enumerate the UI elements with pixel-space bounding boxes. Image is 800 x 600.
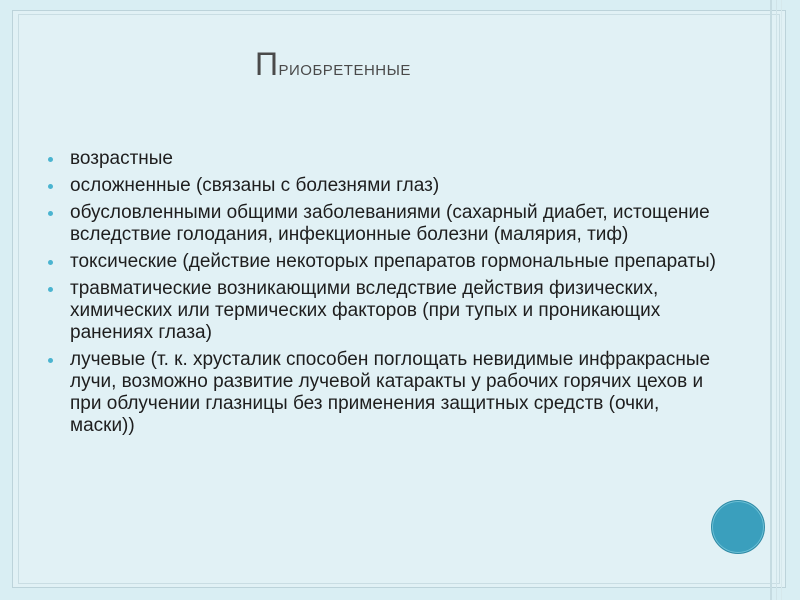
list-item xyxy=(48,251,718,273)
bullet-dot-icon xyxy=(48,211,53,216)
list-item-text: осложненные (связаны с болезнями глаз) xyxy=(70,175,440,196)
bullet-dot-icon xyxy=(48,184,53,189)
list-item xyxy=(48,278,718,344)
list-item-text: токсические (действие некоторых препаратов гормональные препараты) xyxy=(70,251,716,272)
circle-decoration-icon xyxy=(711,500,765,554)
slide-title-rest: риобретенные xyxy=(278,55,411,80)
list-item-text: травматические возникающими вследствие действия физических, химических или термических факторов (при тупых и проникающих ранениях глаза) xyxy=(70,278,661,343)
list-item-text: возрастные xyxy=(70,148,173,169)
bullet-dot-icon xyxy=(48,157,53,162)
list-item-text: обусловленными общими заболеваниями (сахарный диабет, истощение вследствие голодания, инфекционные болезни (малярия, тиф) xyxy=(70,202,710,245)
list-item xyxy=(48,148,718,170)
bullet-dot-icon xyxy=(48,260,53,265)
decorative-rule xyxy=(781,0,782,600)
slide-title-initial: П xyxy=(255,46,279,82)
bullet-dot-icon xyxy=(48,287,53,292)
list-item xyxy=(48,349,718,437)
decorative-rule xyxy=(776,0,777,600)
decorative-rule xyxy=(770,0,772,600)
bullet-list xyxy=(48,148,718,442)
slide-title xyxy=(255,46,555,83)
bullet-dot-icon xyxy=(48,358,53,363)
list-item xyxy=(48,202,718,246)
list-item xyxy=(48,175,718,197)
list-item-text: лучевые (т. к. хрусталик способен поглощать невидимые инфракрасные лучи, возможно развитие лучевой катаракты у рабочих горячих цехов и при облучении глазницы без применения защитных средств (очки, маски)) xyxy=(70,349,711,436)
